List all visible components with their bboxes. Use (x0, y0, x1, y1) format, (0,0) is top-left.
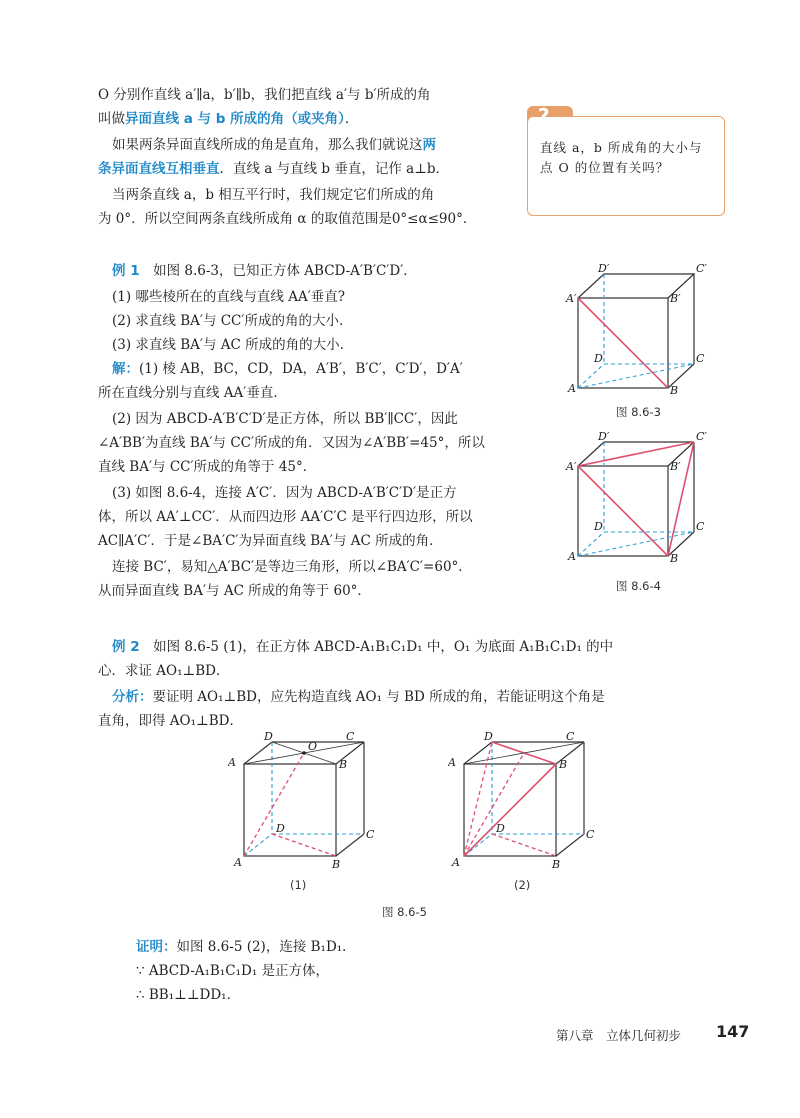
svg-text:C: C (696, 520, 705, 533)
svg-text:B: B (552, 858, 561, 870)
intro-line-5: 当两条直线 a，b 相互平行时，我们规定它们所成的角 (112, 187, 435, 203)
ex1-solution-2b: ∠A′BB′为直线 BA′与 CC′所成的角．又因为∠A′BB′=45°，所以 (98, 435, 485, 451)
svg-text:B: B (332, 858, 341, 870)
example-2-tag: 例 2 (112, 639, 140, 655)
ex2-line-1: 例 2 如图 8.6-5 (1)，在正方体 ABCD-A₁B₁C₁D₁ 中，O₁ 为底面 A₁B₁C₁D₁ 的中 (112, 639, 614, 655)
ex1-solution-2: (2) 因为 ABCD-A′B′C′D′是正方体，所以 BB′∥CC′，因此 (112, 411, 458, 427)
question-box-text: 直线 a，b 所成角的大小与点 O 的位置有关吗？ (540, 140, 703, 175)
ex1-line-0: 例 1 如图 8.6-3，已知正方体 ABCD-A′B′C′D′． (112, 263, 417, 279)
proof-line-1: 证明：如图 8.6-5 (2)，连接 B₁D₁． (136, 939, 356, 955)
ex2-analysis: 分析：要证明 AO₁⊥BD，应先构造直线 AO₁ 与 BD 所成的角，若能证明这个角是 (112, 689, 605, 705)
svg-text:C: C (696, 352, 705, 365)
svg-text:A: A (452, 856, 460, 869)
svg-text:B′: B′ (670, 292, 681, 305)
svg-text:B: B (670, 552, 679, 564)
ex1-question-2: (2) 求直线 BA′与 CC′所成的角的大小. (112, 313, 344, 329)
svg-text:A: A (568, 382, 576, 395)
svg-text:A: A (228, 756, 236, 769)
definition-term: 异面直线 a 与 b 所成的角（或夹角） (125, 111, 345, 127)
svg-text:C: C (366, 828, 375, 841)
svg-text:A: A (568, 550, 576, 563)
svg-text:B: B (559, 758, 568, 771)
figure-8-6-3 (560, 262, 720, 396)
proof-tag: 证明： (136, 939, 177, 955)
svg-text:D: D (484, 730, 493, 743)
svg-text:B: B (339, 758, 348, 771)
svg-text:C′: C′ (696, 262, 707, 275)
svg-text:D: D (496, 822, 505, 835)
svg-text:D′: D′ (598, 430, 610, 443)
figure-8-6-3-caption: 图 8.6-3 (616, 405, 661, 419)
svg-text:D: D (276, 822, 285, 835)
svg-text:B: B (670, 384, 679, 396)
perpendicular-term: 条异面直线互相垂直 (98, 161, 220, 177)
svg-text:D: D (264, 730, 273, 743)
chapter-footer: 第八章 立体几何初步 (556, 1028, 682, 1043)
question-icon: ? (538, 104, 550, 128)
example-1-tag: 例 1 (112, 263, 140, 279)
ex1-solution-4: 连接 BC′，易知△A′BC′是等边三角形，所以∠BA′C′=60°． (112, 559, 472, 575)
solution-tag: 解： (112, 361, 139, 377)
svg-text:D: D (594, 520, 603, 533)
svg-text:D: D (594, 352, 603, 365)
figure-8-6-4-caption: 图 8.6-4 (616, 579, 661, 593)
ex2-analysis-2: 直角，即得 AO₁⊥BD． (98, 713, 243, 729)
ex1-solution-1: 解：(1) 棱 AB，BC，CD，DA，A′B′，B′C′，C′D′，D′A′ (112, 361, 463, 377)
figure-8-6-5-caption: 图 8.6-5 (382, 905, 427, 919)
page-number: 147 (716, 1022, 750, 1041)
proof-line-2: ∵ ABCD-A₁B₁C₁D₁ 是正方体， (136, 963, 330, 979)
svg-text:A′: A′ (566, 292, 577, 305)
figure-8-6-5-sub2-label: (2) (514, 878, 531, 892)
ex1-solution-2c: 直线 BA′与 CC′所成的角等于 45°． (98, 459, 317, 475)
ex1-solution-3: (3) 如图 8.6-4，连接 A′C′．因为 ABCD-A′B′C′D′是正方 (112, 485, 457, 501)
svg-text:B′: B′ (670, 460, 681, 473)
proof-line-3: ∴ BB₁⊥⊥DD₁． (136, 987, 241, 1003)
svg-text:A′: A′ (566, 460, 577, 473)
svg-text:A: A (448, 756, 456, 769)
figure-8-6-5-sub1-label: (1) (290, 878, 307, 892)
svg-text:C: C (566, 730, 575, 743)
intro-line-4: 条异面直线互相垂直．直线 a 与直线 b 垂直，记作 a⊥b． (98, 161, 450, 177)
ex1-question-3: (3) 求直线 BA′与 AC 所成的角的大小. (112, 337, 344, 353)
analysis-tag: 分析： (112, 689, 153, 705)
intro-line-1: O 分别作直线 a′∥a，b′∥b，我们把直线 a′与 b′所成的角 (98, 87, 431, 103)
figure-8-6-5-part-2 (448, 728, 608, 870)
svg-text:C: C (586, 828, 595, 841)
intro-line-3: 如果两条异面直线所成的角是直角，那么我们就说这两 (112, 137, 436, 153)
svg-text:D′: D′ (598, 262, 610, 275)
svg-text:O: O (308, 740, 318, 753)
ex1-solution-4b: 从而异面直线 BA′与 AC 所成的角等于 60°． (98, 583, 371, 599)
ex1-solution-3b: 体，所以 AA′⊥CC′．从而四边形 AA′C′C 是平行四边形，所以 (98, 509, 473, 525)
ex1-solution-1b: 所在直线分别与直线 AA′垂直． (98, 385, 287, 401)
figure-8-6-5-part-1 (228, 728, 388, 870)
ex1-question-1: (1) 哪些棱所在的直线与直线 AA′垂直? (112, 289, 346, 305)
svg-text:A: A (234, 856, 242, 869)
svg-text:C: C (346, 730, 355, 743)
intro-line-2: 叫做异面直线 a 与 b 所成的角（或夹角）． (98, 111, 359, 127)
svg-text:C′: C′ (696, 430, 707, 443)
ex1-solution-3c: AC∥A′C′．于是∠BA′C′为异面直线 BA′与 AC 所成的角． (98, 533, 443, 549)
figure-8-6-4 (560, 430, 720, 564)
ex2-line-2: 心．求证 AO₁⊥BD． (98, 663, 230, 679)
intro-line-6: 为 0°．所以空间两条直线所成角 α 的取值范围是0°≤α≤90°． (98, 211, 477, 227)
